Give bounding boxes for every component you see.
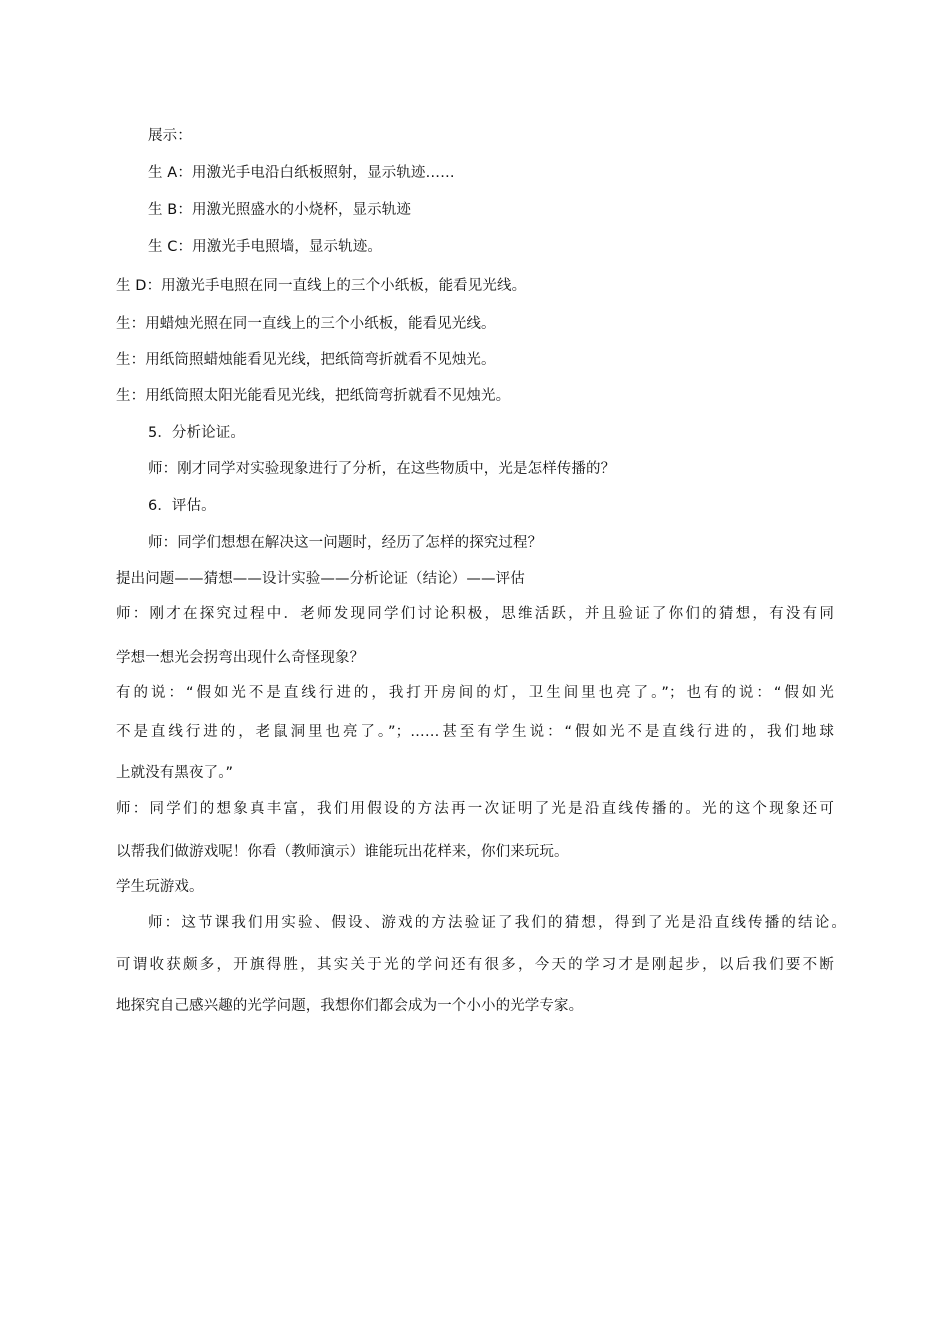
paragraph-teacher-imagination-line1: 师：同学们的想象真丰富，我们用假设的方法再一次证明了光是沿直线传播的。光的这个现象还可 xyxy=(116,801,834,817)
paragraph-teacher-praise-line1: 师：刚才在探究过程中．老师发现同学们讨论积极，思维活跃，并且验证了你们的猜想，有没有同 xyxy=(116,606,834,622)
paragraph-student-tube-candle: 生：用纸筒照蜡烛能看见光线，把纸筒弯折就看不见烛光。 xyxy=(116,352,496,368)
paragraph-students-say-line1: 有的说：“假如光不是直线行进的，我打开房间的灯，卫生间里也亮了。”；也有的说：“假如光 xyxy=(116,685,834,701)
paragraph-summary-line3: 地探究自己感兴趣的光学问题，我想你们都会成为一个小小的光学专家。 xyxy=(116,998,584,1014)
heading-analysis: 5．分析论证。 xyxy=(148,425,245,441)
paragraph-teacher-imagination-line2: 以帮我们做游戏呢！你看（教师演示）谁能玩出花样来，你们来玩玩。 xyxy=(116,844,569,860)
paragraph-process-steps: 提出问题——猜想——设计实验——分析论证（结论）——评估 xyxy=(116,571,525,587)
paragraph-students-play: 学生玩游戏。 xyxy=(116,879,204,895)
paragraph-student-candle: 生：用蜡烛光照在同一直线上的三个小纸板，能看见光线。 xyxy=(116,316,496,332)
heading-evaluation: 6．评估。 xyxy=(148,498,216,514)
paragraph-student-d: 生 D：用激光手电照在同一直线上的三个小纸板，能看见光线。 xyxy=(116,278,527,294)
paragraph-students-say-line2: 不是直线行进的，老鼠洞里也亮了。”；……甚至有学生说：“假如光不是直线行进的，我们地球 xyxy=(116,724,834,740)
paragraph-teacher-question: 师：刚才同学对实验现象进行了分析，在这些物质中，光是怎样传播的？ xyxy=(148,461,616,477)
paragraph-summary-line1: 师：这节课我们用实验、假设、游戏的方法验证了我们的猜想，得到了光是沿直线传播的结论。 xyxy=(148,915,846,931)
paragraph-display: 展示： xyxy=(148,128,192,144)
paragraph-teacher-praise-line2: 学想一想光会拐弯出现什么奇怪现象？ xyxy=(116,650,365,666)
paragraph-student-c: 生 C：用激光手电照墙，显示轨迹。 xyxy=(148,239,382,255)
paragraph-student-a: 生 A：用激光手电沿白纸板照射，显示轨迹…… xyxy=(148,165,455,181)
paragraph-students-say-line3: 上就没有黑夜了。” xyxy=(116,765,234,781)
paragraph-summary-line2: 可谓收获颇多，开旗得胜，其实关于光的学问还有很多，今天的学习才是刚起步，以后我们要不断 xyxy=(116,957,834,973)
paragraph-teacher-process: 师：同学们想想在解决这一问题时，经历了怎样的探究过程？ xyxy=(148,535,543,551)
paragraph-student-tube-sun: 生：用纸筒照太阳光能看见光线，把纸筒弯折就看不见烛光。 xyxy=(116,388,511,404)
paragraph-student-b: 生 B：用激光照盛水的小烧杯，显示轨迹 xyxy=(148,202,411,218)
